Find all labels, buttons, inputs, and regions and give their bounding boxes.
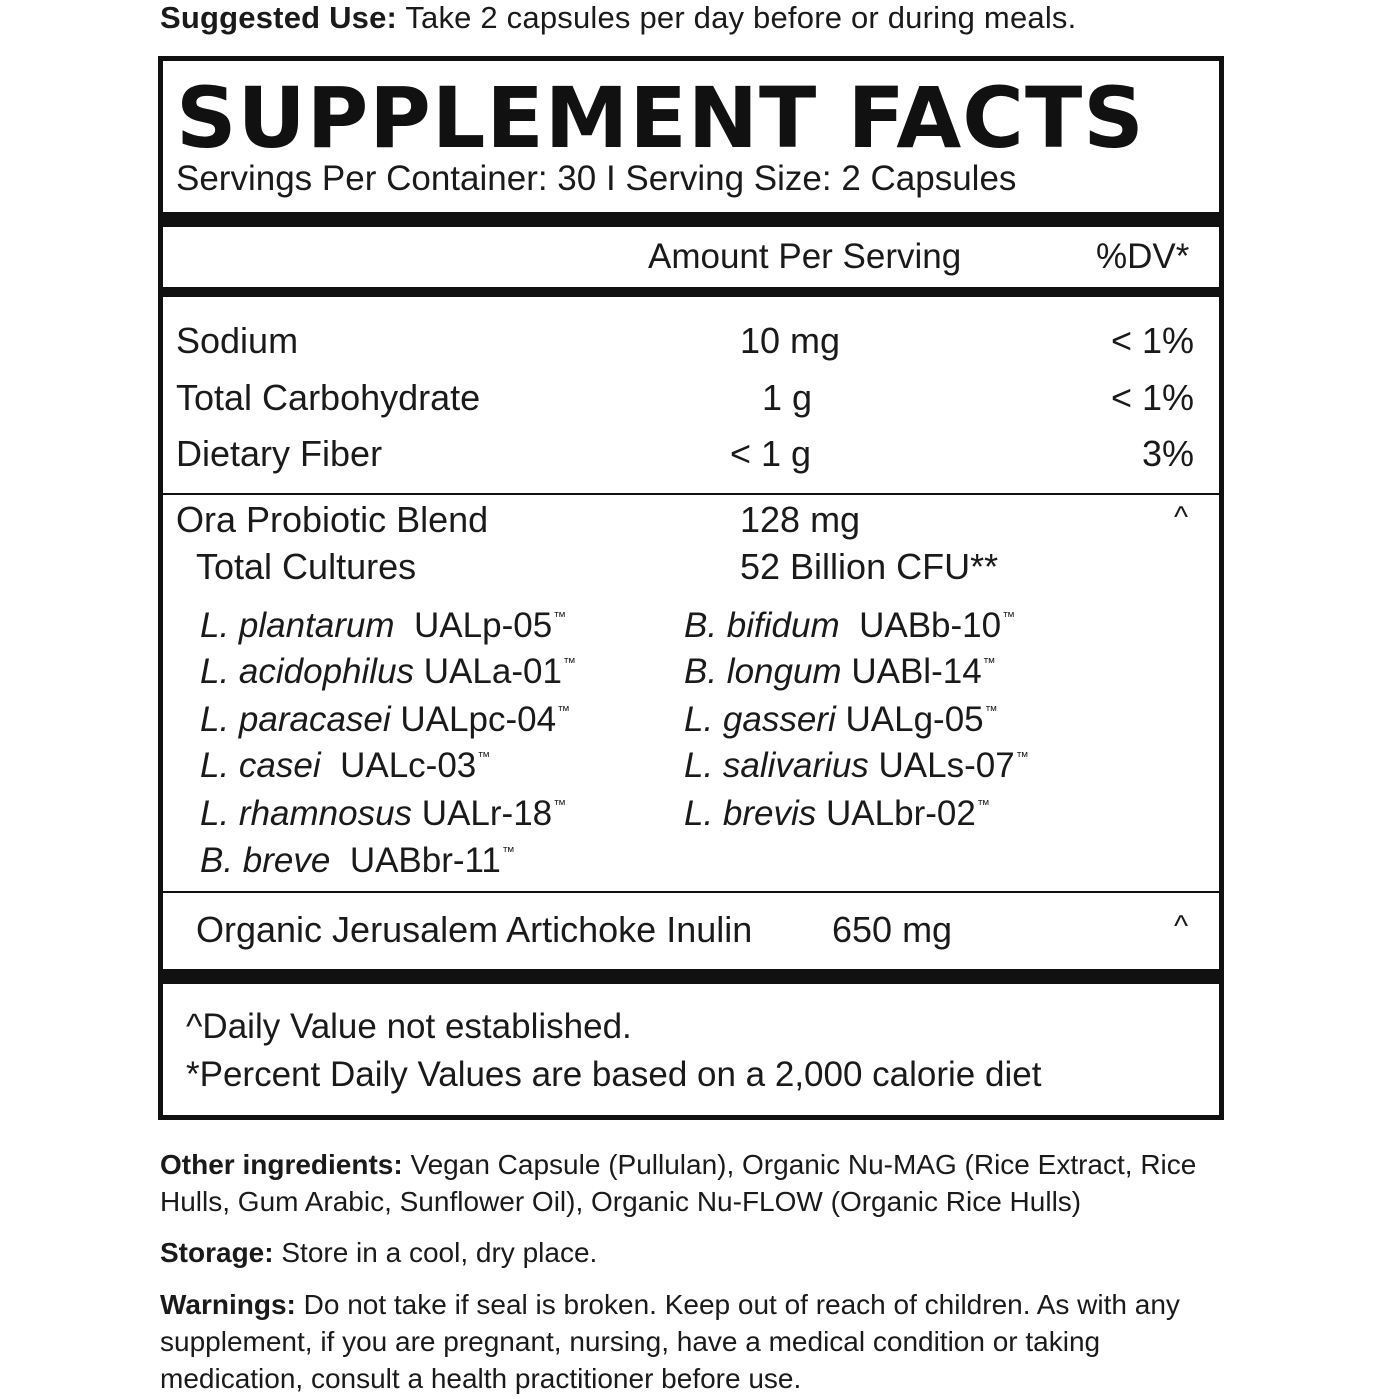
divider xyxy=(163,891,1219,893)
warnings-label: Warnings: xyxy=(160,1289,296,1320)
trademark-mark: ™ xyxy=(1015,749,1029,764)
header-amount-per-serving: Amount Per Serving xyxy=(648,237,962,276)
footnote-percent-daily-values: *Percent Daily Values are based on a 2,000 calorie diet xyxy=(186,1055,1042,1094)
nutrient-name: Sodium xyxy=(176,320,299,361)
thick-divider xyxy=(163,969,1219,984)
inulin-amount: 650 mg xyxy=(832,909,953,950)
strain-item xyxy=(684,736,1029,787)
strain-item xyxy=(684,690,998,741)
nutrient-name: Total Carbohydrate xyxy=(176,377,481,418)
nutrient-dv: < 1% xyxy=(1110,320,1194,361)
suggested-use-body: Take 2 capsules per day before or during meals. xyxy=(397,0,1077,35)
footnote-dv-not-established: ^Daily Value not established. xyxy=(186,1007,632,1046)
storage-label: Storage: xyxy=(160,1237,274,1268)
suggested-use-text xyxy=(160,0,1076,36)
strain-code: UALpc-04 xyxy=(400,700,557,739)
strain-item xyxy=(200,596,566,647)
strain-code: UALr-18 xyxy=(421,794,553,833)
strain-code: UALp-05 xyxy=(414,606,553,645)
strain-item xyxy=(200,784,566,835)
strain-item xyxy=(200,642,576,693)
strain-species: L. salivarius xyxy=(684,746,869,785)
blend-name: Ora Probiotic Blend xyxy=(176,499,489,540)
nutrient-dv: 3% xyxy=(1141,433,1194,474)
nutrient-amount: 10 mg xyxy=(740,320,841,361)
strain-code: UABl-14 xyxy=(851,652,982,691)
strain-item xyxy=(684,784,990,835)
inulin-dv-caret: ^ xyxy=(1174,910,1189,943)
trademark-mark: ™ xyxy=(1002,609,1016,624)
blend-amount: 128 mg xyxy=(740,499,861,540)
storage-text xyxy=(160,1234,1240,1271)
warnings-body: Do not take if seal is broken. Keep out of reach of children. As with any supplement, if you are pregnant, nursing, have a medical condition or taking medication, consult a health practitioner before use. xyxy=(160,1289,1180,1394)
strain-code: UALg-05 xyxy=(845,700,984,739)
strain-item xyxy=(200,736,490,787)
trademark-mark: ™ xyxy=(984,703,998,718)
strain-code: UALs-07 xyxy=(878,746,1015,785)
strain-species: B. breve xyxy=(200,841,331,880)
strain-code: UALa-01 xyxy=(423,652,562,691)
thick-divider xyxy=(163,287,1219,297)
facts-title: SUPPLEMENT FACTS xyxy=(176,69,1145,167)
strain-species: L. gasseri xyxy=(684,700,836,739)
trademark-mark: ™ xyxy=(501,844,515,859)
strain-item xyxy=(684,596,1015,647)
warnings-text xyxy=(160,1286,1240,1397)
strain-species: B. bifidum xyxy=(684,606,840,645)
header-daily-value: %DV* xyxy=(1096,237,1190,276)
thick-divider xyxy=(163,212,1219,227)
nutrient-dv: < 1% xyxy=(1110,377,1194,418)
trademark-mark: ™ xyxy=(557,703,571,718)
inulin-name: Organic Jerusalem Artichoke Inulin xyxy=(196,909,753,950)
storage-body: Store in a cool, dry place. xyxy=(273,1237,598,1268)
other-ingredients-body: Vegan Capsule (Pullulan), Organic Nu-MAG (Rice Extract, Rice Hulls, Gum Arabic, Sunflower Oil), Organic Nu-FLOW (Organic Rice Hulls) xyxy=(160,1149,1197,1217)
other-ingredients-label: Other ingredients: xyxy=(160,1149,403,1180)
trademark-mark: ™ xyxy=(553,797,567,812)
trademark-mark: ™ xyxy=(562,655,576,670)
strain-species: L. paracasei xyxy=(200,700,391,739)
divider xyxy=(163,493,1219,495)
strain-species: L. casei xyxy=(200,746,321,785)
strain-species: L. acidophilus xyxy=(200,652,415,691)
nutrient-amount: 1 g xyxy=(762,377,813,418)
other-ingredients-text xyxy=(160,1146,1240,1220)
strain-code: UALbr-02 xyxy=(826,794,976,833)
trademark-mark: ™ xyxy=(553,609,567,624)
strain-code: UABb-10 xyxy=(859,606,1002,645)
nutrient-name: Dietary Fiber xyxy=(176,433,383,474)
strain-item xyxy=(200,690,570,741)
servings-info: Servings Per Container: 30 I Serving Size: 2 Capsules xyxy=(176,159,1017,198)
supplement-facts-panel xyxy=(158,56,1224,1120)
strain-species: L. brevis xyxy=(684,794,817,833)
strain-species: L. plantarum xyxy=(200,606,395,645)
strain-item xyxy=(684,642,996,693)
suggested-use-label: Suggested Use: xyxy=(160,0,398,35)
strain-item xyxy=(200,831,515,882)
strain-species: L. rhamnosus xyxy=(200,794,413,833)
strain-code: UALc-03 xyxy=(340,746,477,785)
strain-species: B. longum xyxy=(684,652,842,691)
blend-dv-caret: ^ xyxy=(1174,501,1189,534)
trademark-mark: ™ xyxy=(976,797,990,812)
strain-code: UABbr-11 xyxy=(349,841,501,880)
total-cultures-amount: 52 Billion CFU** xyxy=(740,546,999,587)
total-cultures-label: Total Cultures xyxy=(196,546,417,587)
nutrient-amount: < 1 g xyxy=(730,433,812,474)
trademark-mark: ™ xyxy=(982,655,996,670)
trademark-mark: ™ xyxy=(477,749,491,764)
